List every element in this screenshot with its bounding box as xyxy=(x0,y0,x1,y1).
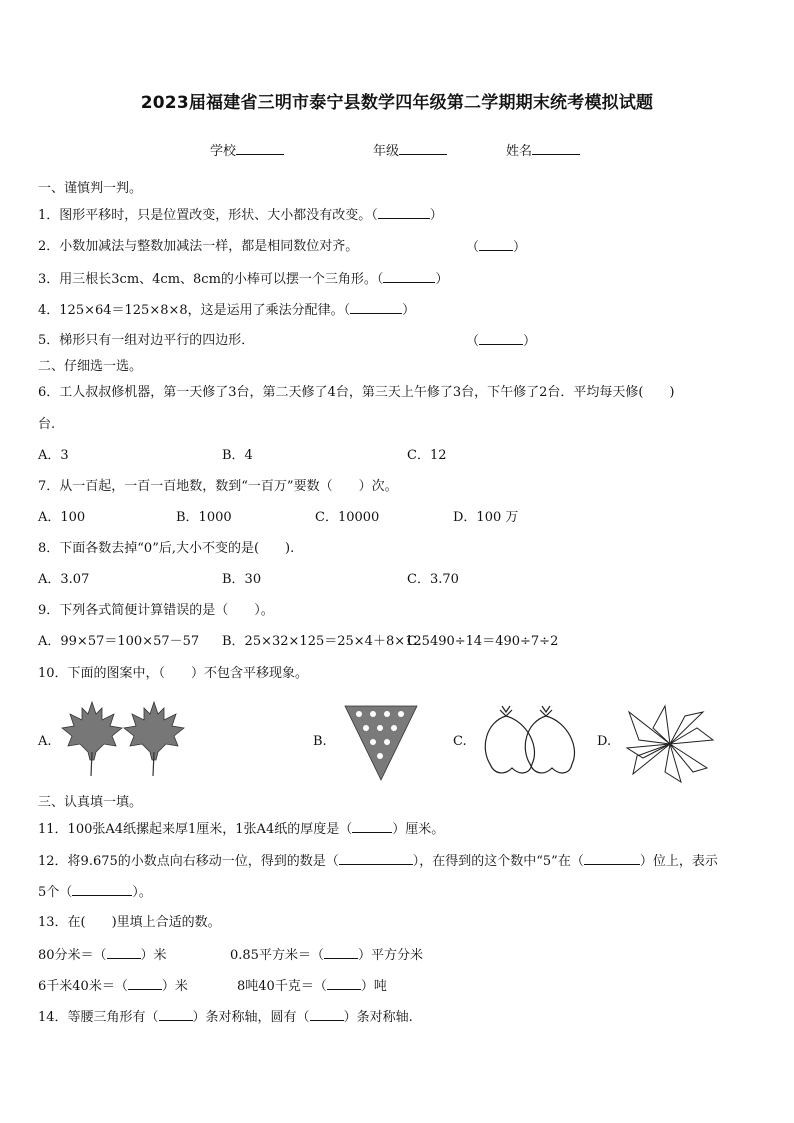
section-2-heading: 二、仔细选一选。 xyxy=(38,359,143,374)
question-6-cont: 台. xyxy=(38,417,56,432)
q10-option-a[interactable]: A. xyxy=(38,734,52,749)
grade-blank[interactable] xyxy=(399,142,447,155)
triangle-flowers-figure xyxy=(343,704,419,780)
question-10: 10．下面的图案中，（ ）不包含平移现象。 xyxy=(38,666,309,681)
q7-option-d[interactable]: D．100 万 xyxy=(453,510,519,525)
pinwheel-figure xyxy=(625,706,715,782)
q10-option-c[interactable]: C. xyxy=(453,734,467,749)
school-blank[interactable] xyxy=(236,142,284,155)
answer-blank[interactable] xyxy=(350,301,402,314)
answer-blank[interactable] xyxy=(324,946,358,959)
answer-blank[interactable] xyxy=(584,852,640,865)
q6-option-a[interactable]: A．3 xyxy=(38,448,69,463)
question-14: 14．等腰三角形有（ ）条对称轴，圆有（ ）条对称轴. xyxy=(38,1010,413,1025)
q7-option-c[interactable]: C．10000 xyxy=(315,510,380,525)
answer-blank[interactable] xyxy=(479,332,523,345)
question-13-row-1b: 0.85平方米＝（ ）平方分米 xyxy=(230,948,423,963)
maple-leaves-figure xyxy=(62,700,186,776)
q6-option-b[interactable]: B．4 xyxy=(222,448,253,463)
name-label: 姓名 xyxy=(506,144,533,159)
question-12: 12．将9.675的小数点向右移动一位，得到的数是（ ），在得到的这个数中“5”在（ ）位上，表示 xyxy=(38,854,718,869)
answer-blank[interactable] xyxy=(72,883,132,896)
q9-option-b[interactable]: B．25×32×125＝25×4＋8×125 xyxy=(222,634,430,649)
question-5-answer: （ ） xyxy=(466,334,537,349)
question-9: 9．下列各式简便计算错误的是（ ）。 xyxy=(38,603,274,618)
question-2-answer: （ ） xyxy=(466,240,527,255)
question-13-row-1a: 80分米＝（ ）米 xyxy=(38,948,167,963)
q8-option-c[interactable]: C．3.70 xyxy=(407,572,459,587)
answer-blank[interactable] xyxy=(352,820,392,833)
school-label: 学校 xyxy=(210,144,237,159)
maple-leaf-icon xyxy=(62,702,122,776)
answer-blank[interactable] xyxy=(128,977,162,990)
question-2: 2．小数加减法与整数加减法一样，都是相同数位对齐。 xyxy=(38,239,359,254)
q8-option-a[interactable]: A．3.07 xyxy=(38,572,90,587)
q6-option-c[interactable]: C．12 xyxy=(407,448,447,463)
answer-blank[interactable] xyxy=(479,238,513,251)
school-field xyxy=(210,140,284,159)
question-7: 7．从一百起，一百一百地数，数到“一百万”要数（ ）次。 xyxy=(38,479,398,494)
question-6: 6．工人叔叔修机器，第一天修了3台，第二天修了4台，第三天上午修了3台，下午修了2台．平均每天修( ) xyxy=(38,385,675,400)
question-11: 11．100张A4纸摞起来厚1厘米，1张A4纸的厚度是（ ）厘米。 xyxy=(38,822,445,837)
name-blank[interactable] xyxy=(532,142,580,155)
q8-option-b[interactable]: B．30 xyxy=(222,572,262,587)
question-12-cont: 5个（ ）。 xyxy=(38,885,152,900)
answer-blank[interactable] xyxy=(159,1008,193,1021)
section-3-heading: 三、认真填一填。 xyxy=(38,795,143,810)
question-1: 1．图形平移时，只是位置改变，形状、大小都没有改变。（ ） xyxy=(38,208,443,223)
name-field xyxy=(506,140,580,159)
grade-field xyxy=(373,140,447,159)
question-3: 3．用三根长3cm、4cm、8cm的小棒可以摆一个三角形。（ ） xyxy=(38,272,449,287)
q7-option-b[interactable]: B．1000 xyxy=(176,510,232,525)
question-13-row-2b: 8吨40千克＝（ ）吨 xyxy=(237,979,387,994)
answer-blank[interactable] xyxy=(107,946,141,959)
question-5: 5．梯形只有一组对边平行的四边形． xyxy=(38,333,255,348)
hearts-figure xyxy=(482,704,576,778)
q10-option-d[interactable]: D. xyxy=(597,734,612,749)
section-1-heading: 一、谨慎判一判。 xyxy=(38,181,143,196)
question-13-row-2a: 6千米40米＝（ ）米 xyxy=(38,979,188,994)
answer-blank[interactable] xyxy=(383,270,435,283)
answer-blank[interactable] xyxy=(378,206,430,219)
answer-blank[interactable] xyxy=(339,852,413,865)
answer-blank[interactable] xyxy=(327,977,361,990)
q10-option-b[interactable]: B. xyxy=(313,734,327,749)
grade-label: 年级 xyxy=(373,144,400,159)
page-title: 2023届福建省三明市泰宁县数学四年级第二学期期末统考模拟试题 xyxy=(140,93,654,113)
q9-option-a[interactable]: A．99×57＝100×57－57 xyxy=(38,634,200,649)
question-8: 8．下面各数去掉“0”后,大小不变的是( ). xyxy=(38,541,295,556)
q7-option-a[interactable]: A．100 xyxy=(38,510,86,525)
question-13: 13．在( )里填上合适的数。 xyxy=(38,915,221,930)
maple-leaf-icon xyxy=(124,702,184,776)
question-4: 4．125×64＝125×8×8，这是运用了乘法分配律。（ ） xyxy=(38,303,416,318)
q9-option-c[interactable]: C．490÷14＝490÷7÷2 xyxy=(407,634,559,649)
answer-blank[interactable] xyxy=(310,1008,344,1021)
